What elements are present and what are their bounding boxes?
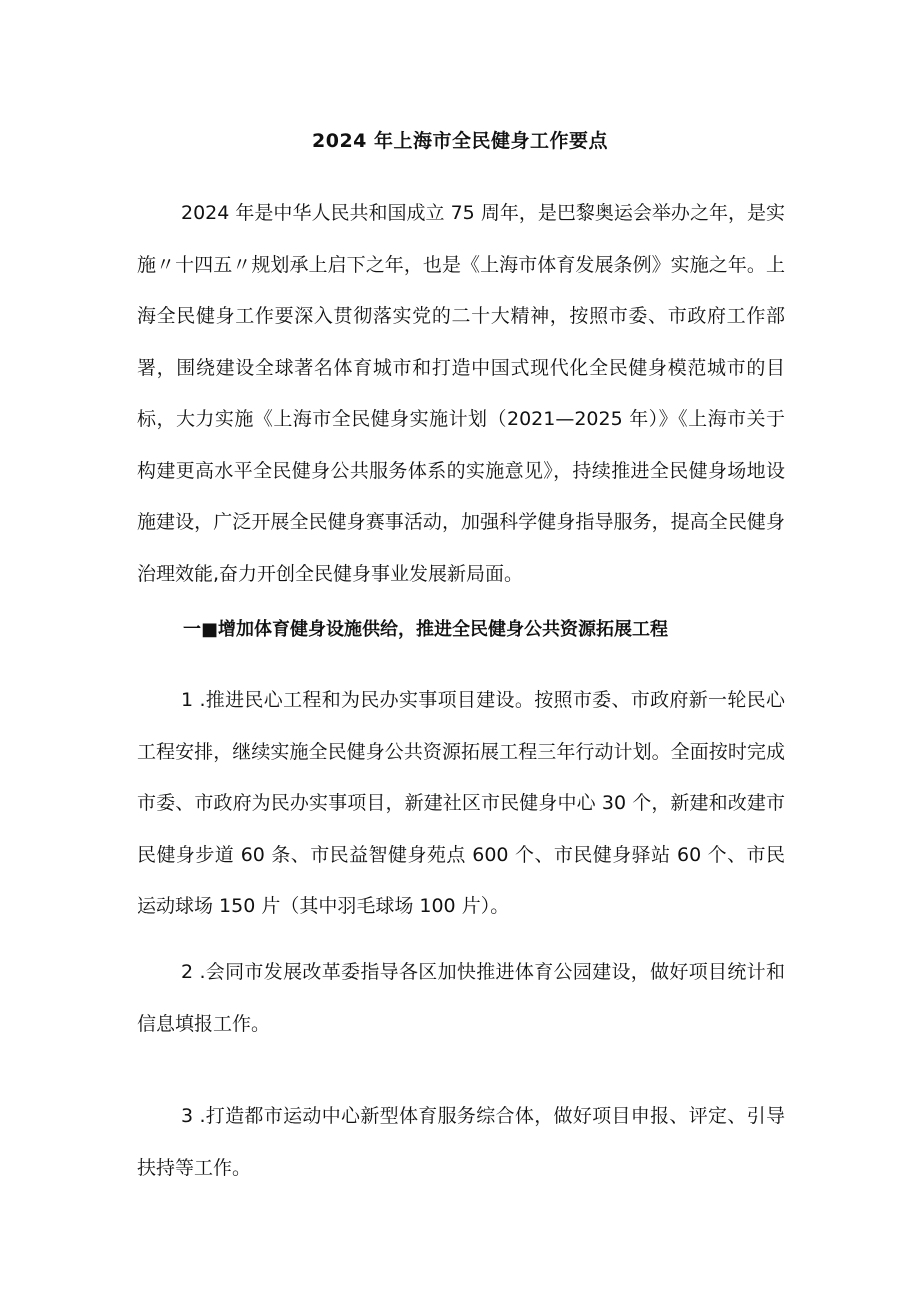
list-item: 2 .会同市发展改革委指导各区加快推进体育公园建设，做好项目统计和信息填报工作。 [137,961,785,1035]
list-item: 1 .推进民心工程和为民办实事项目建设。按照市委、市政府新一轮民心工程安排，继续实施全民健身公共资源拓展工程三年行动计划。全面按时完成市委、市政府为民办实事项目，新建社区市民健身中心 30 个，新建和改建市民健身步道 60 条、市民益智健身苑点 600 个、市民健身驿站 60 个、市民运动球场 150 片（其中羽毛球场 100 片）。 [137,689,785,917]
section-heading: 一■增加体育健身设施供给，推进全民健身公共资源拓展工程 [183,619,669,640]
intro-paragraph: 2024 年是中华人民共和国成立 75 周年，是巴黎奥运会举办之年，是实施〃十四五〃规划承上启下之年，也是《上海市体育发展条例》实施之年。上海全民健身工作要深入贯彻落实党的二十大精神，按照市委、市政府工作部署，围绕建设全球著名体育城市和打造中国式现代化全民健身模范城市的目标，大力实施《上海市全民健身实施计划（2021—2025 年）》《上海市关于构建更高水平全民健身公共服务体系的实施意见》，持续推进全民健身场地设施建设，广泛开展全民健身赛事活动，加强科学健身指导服务，提高全民健身治理效能,奋力开创全民健身事业发展新局面。 [137,202,785,585]
list-item: 3 .打造都市运动中心新型体育服务综合体，做好项目申报、评定、引导扶持等工作。 [137,1105,785,1179]
document-title: 2024 年上海市全民健身工作要点 [312,130,608,152]
